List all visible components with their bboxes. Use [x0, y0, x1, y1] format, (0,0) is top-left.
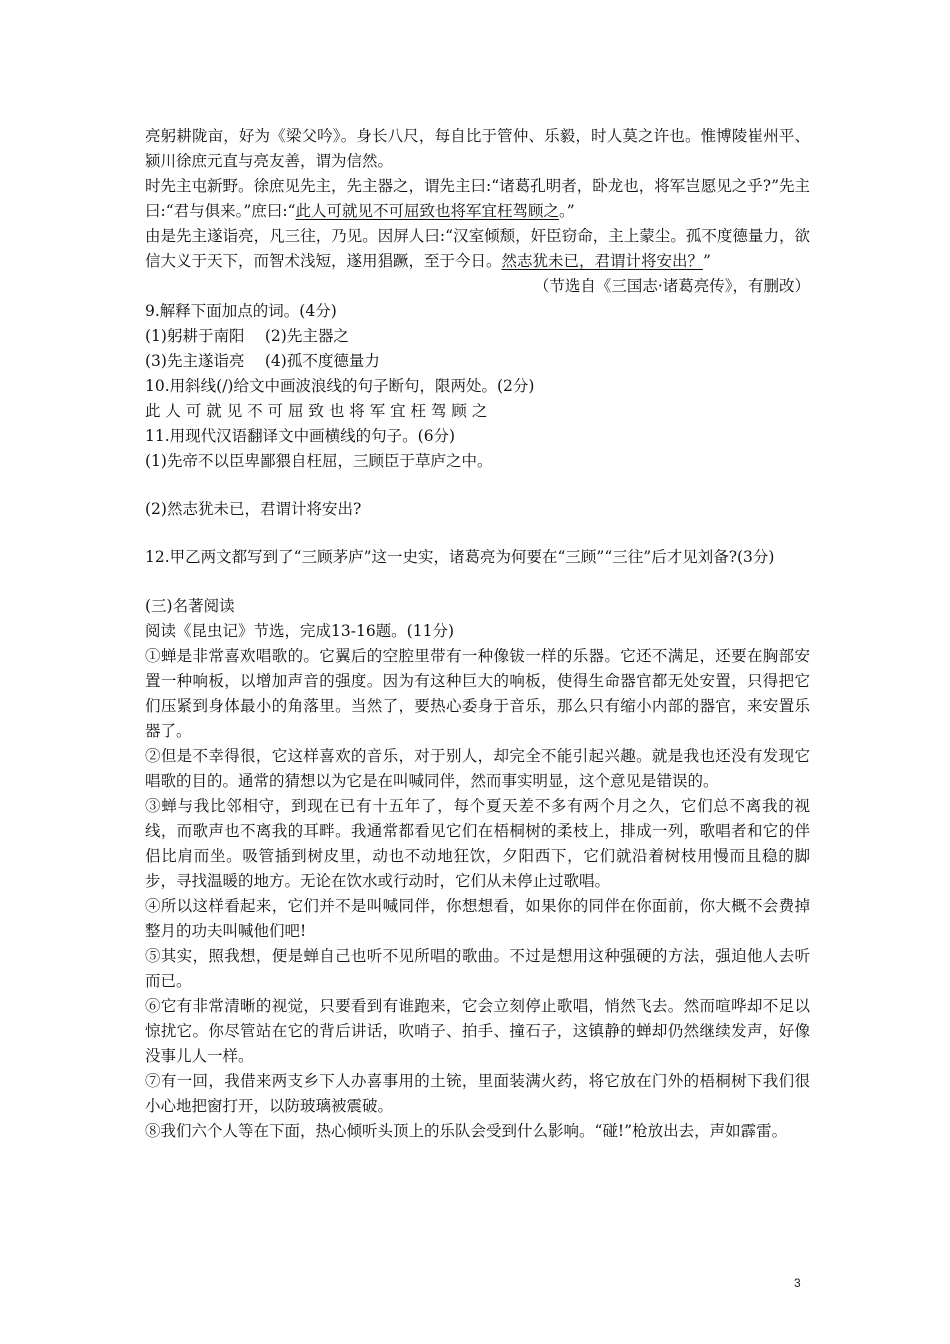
section-3-instruction: 阅读《昆虫记》节选，完成13-16题。(11分)	[145, 622, 455, 640]
reading-paragraph-4: ④所以这样看起来，它们并不是叫喊同伴，你想想看，如果你的同伴在你面前，你大概不会费掉整月的功夫叫喊他们吧!	[145, 897, 810, 940]
page-number: 3	[794, 1276, 801, 1290]
wavy-underlined-sentence: 此人可就见不可屈致也将军宜枉驾顾之	[295, 202, 559, 220]
reading-paragraph-7: ⑦有一回，我借来两支乡下人办喜事用的土铳，里面装满火药，将它放在门外的梧桐树下我们很小心地把窗打开，以防玻璃被震破。	[145, 1072, 810, 1115]
passage-p3-text-a: 由是先主遂诣亮，凡三往，乃见。因屏人曰:“汉室倾颓，奸臣窃命，主上蒙尘。孤不度德量力，欲信大义于天下，而智术浅短，遂用猖蹶，至于今日。	[145, 227, 810, 270]
question-10-sentence: 此 人 可 就 见 不 可 屈 致 也 将 军 宜 枉 驾 顾 之	[145, 402, 488, 420]
answer-space	[145, 570, 810, 594]
reading-paragraph-1: ①蝉是非常喜欢唱歌的。它翼后的空腔里带有一种像钹一样的乐器。它还不满足，还要在胸部安置一种响板，以增加声音的强度。因为有这种巨大的响板，使得生命器官都无处安置，只得把它们压紧到身体最小的角落里。当然了，要热心委身于音乐，那么只有缩小内部的器官，来安置乐器了。	[145, 647, 810, 740]
question-9: 9.解释下面加点的词。(4分)	[145, 302, 337, 320]
page-content	[145, 124, 810, 1144]
underlined-sentence: 然志犹未已，君谓计将安出？	[501, 252, 704, 270]
question-11-item-1: (1)先帝不以臣卑鄙猥自枉屈，三顾臣于草庐之中。	[145, 452, 493, 470]
passage-paragraph-2	[145, 174, 810, 224]
question-12: 12.甲乙两文都写到了“三顾茅庐”这一史实，诸葛亮为何要在“三顾”“三往”后才见刘备?(3分)	[145, 548, 775, 566]
passage-p2-text-b: 。”	[558, 202, 575, 220]
reading-paragraph-5: ⑤其实，照我想，便是蝉自己也听不见所唱的歌曲。不过是想用这种强硬的方法，强迫他人去听而已。	[145, 947, 810, 990]
answer-space	[145, 474, 810, 497]
passage-source: （节选自《三国志·诸葛亮传》，有删改）	[533, 277, 810, 295]
reading-paragraph-6: ⑥它有非常清晰的视觉，只要看到有谁跑来，它会立刻停止歌唱，悄然飞去。然而喧哗却不足以惊扰它。你尽管站在它的背后讲话，吹哨子、拍手、撞石子，这镇静的蝉却仍然继续发声，好像没事儿人一样。	[145, 997, 810, 1065]
answer-space	[145, 522, 810, 545]
question-9-items-row-2: (3)先主遂诣亮 (4)孤不度德量力	[145, 352, 380, 370]
question-9-items-row-1: (1)躬耕于南阳 (2)先主器之	[145, 327, 349, 345]
passage-paragraph-3	[145, 224, 810, 274]
reading-paragraph-8: ⑧我们六个人等在下面，热心倾听头顶上的乐队会受到什么影响。“碰!”枪放出去，声如霹雷。	[145, 1122, 788, 1140]
section-3-heading: (三)名著阅读	[145, 597, 235, 615]
passage-p3-text-b: ”	[703, 252, 711, 270]
passage-p2-text-a: 时先主屯新野。徐庶见先主，先主器之，谓先主曰:“诸葛孔明者，卧龙也，将军岂愿见之乎?”先主曰:“君与俱来。”庶曰:“	[145, 177, 810, 220]
question-11-item-2: (2)然志犹未已，君谓计将安出?	[145, 500, 362, 518]
reading-paragraph-3: ③蝉与我比邻相守，到现在已有十五年了，每个夏天差不多有两个月之久，它们总不离我的视线，而歌声也不离我的耳畔。我通常都看见它们在梧桐树的柔枝上，排成一列，歌唱者和它的伴侣比肩而坐。吸管插到树皮里，动也不动地狂饮，夕阳西下，它们就沿着树枝用慢而且稳的脚步，寻找温暖的地方。无论在饮水或行动时，它们从未停止过歌唱。	[145, 797, 810, 890]
question-10: 10.用斜线(/)给文中画波浪线的句子断句，限两处。(2分)	[145, 377, 535, 395]
reading-paragraph-2: ②但是不幸得很，它这样喜欢的音乐，对于别人，却完全不能引起兴趣。就是我也还没有发现它唱歌的目的。通常的猜想以为它是在叫喊同伴，然而事实明显，这个意见是错误的。	[145, 747, 810, 790]
passage-paragraph-1: 亮躬耕陇亩，好为《梁父吟》。身长八尺，每自比于管仲、乐毅，时人莫之许也。惟博陵崔州平、颍川徐庶元直与亮友善，谓为信然。	[145, 127, 810, 170]
question-11: 11.用现代汉语翻译文中画横线的句子。(6分)	[145, 427, 456, 445]
